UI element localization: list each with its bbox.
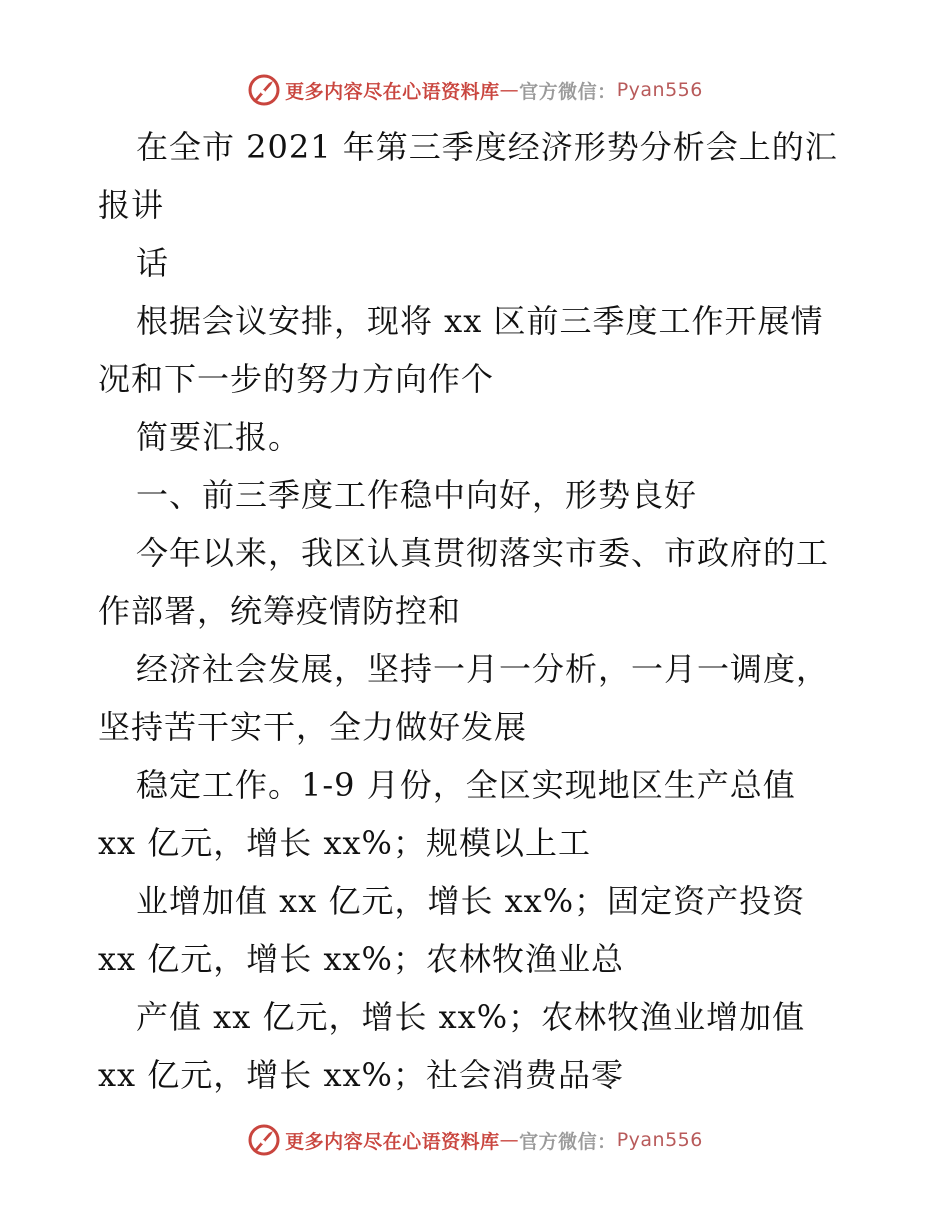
- watermark-banner-top: [0, 70, 950, 110]
- section-heading: 一、前三季度工作稳中向好，形势良好: [136, 476, 698, 514]
- watermark-main-text: 更多内容尽在心语资料库: [285, 80, 500, 103]
- paragraph-line: xx 亿元，增长 xx%；农林牧渔业总: [98, 940, 624, 978]
- paragraph-line: 作部署，统筹疫情防控和: [98, 592, 462, 630]
- watermark-wechat-label: 官方微信：: [519, 80, 617, 103]
- quill-logo-icon: [247, 73, 281, 107]
- paragraph-line: 根据会议安排，现将 xx 区前三季度工作开展情: [136, 302, 824, 340]
- watermark-wechat-id: Pyan556: [616, 1129, 703, 1151]
- document-title-line: 在全市 2021 年第三季度经济形势分析会上的汇: [136, 128, 838, 166]
- watermark-dash: —: [499, 79, 520, 101]
- paragraph-line: 业增加值 xx 亿元，增长 xx%；固定资产投资: [136, 882, 806, 920]
- watermark-wechat-label: 官方微信：: [519, 1130, 617, 1153]
- paragraph-line: xx 亿元，增长 xx%；社会消费品零: [98, 1056, 624, 1094]
- watermark-wechat-id: Pyan556: [616, 79, 703, 101]
- paragraph-line: 稳定工作。1-9 月份，全区实现地区生产总值: [136, 766, 796, 804]
- document-body: [98, 118, 858, 1104]
- paragraph-line: 简要汇报。: [136, 418, 302, 456]
- watermark-main-text: 更多内容尽在心语资料库: [285, 1130, 500, 1153]
- paragraph-line: 况和下一步的努力方向作个: [98, 360, 495, 398]
- quill-logo-icon: [247, 1123, 281, 1157]
- paragraph-line: 今年以来，我区认真贯彻落实市委、市政府的工: [136, 534, 830, 572]
- document-title-line: 报讲: [98, 186, 165, 224]
- document-title-line: 话: [136, 244, 170, 282]
- watermark-banner-bottom: [0, 1120, 950, 1160]
- watermark-dash: —: [499, 1129, 520, 1151]
- paragraph-line: 坚持苦干实干，全力做好发展: [98, 708, 528, 746]
- paragraph-line: 经济社会发展，坚持一月一分析，一月一调度，: [136, 650, 830, 688]
- paragraph-line: 产值 xx 亿元，增长 xx%；农林牧渔业增加值: [136, 998, 806, 1036]
- paragraph-line: xx 亿元，增长 xx%；规模以上工: [98, 824, 591, 862]
